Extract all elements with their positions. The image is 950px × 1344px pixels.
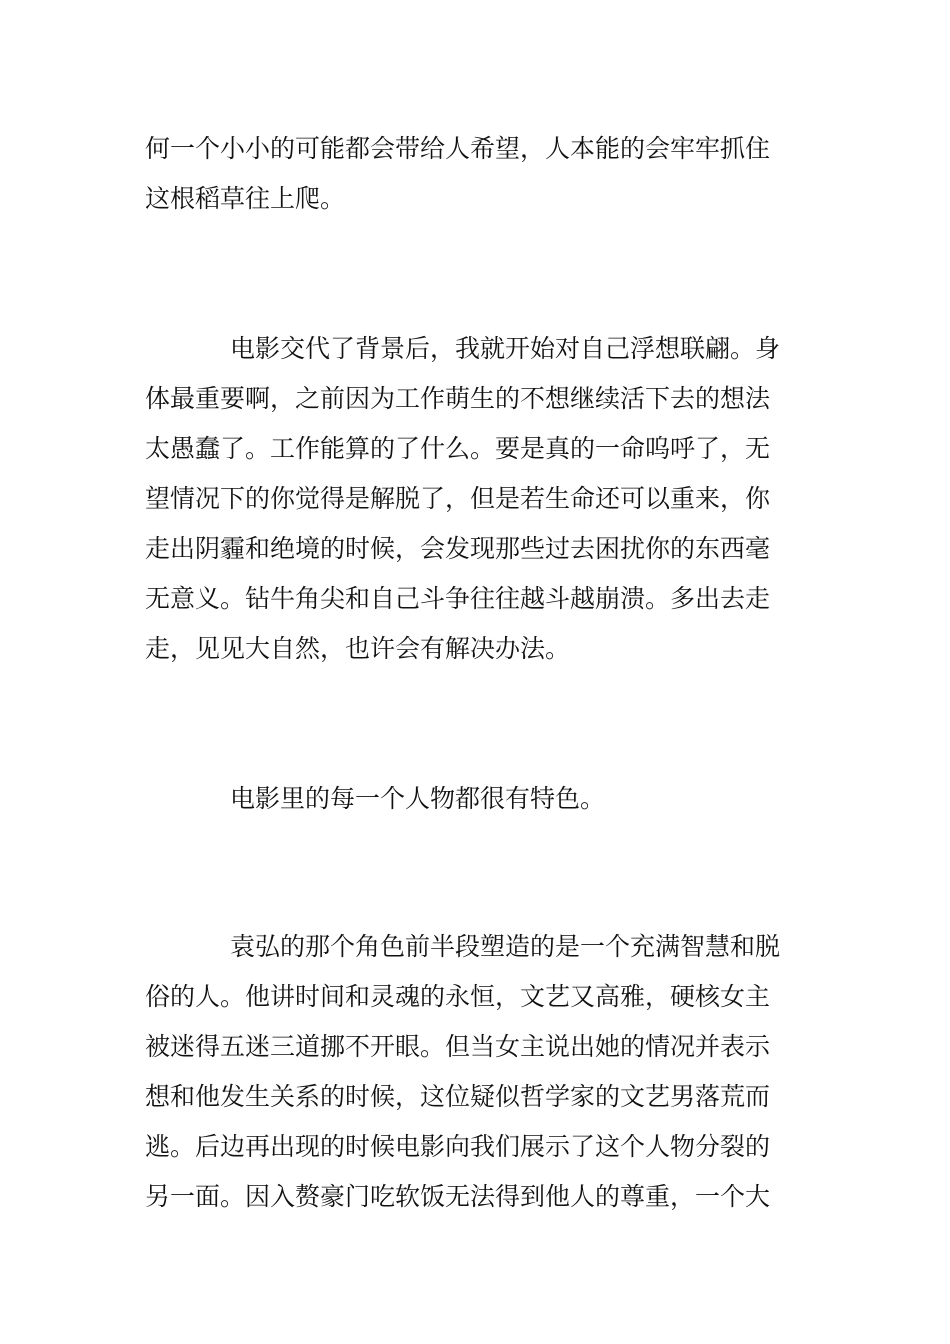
text-line: 太愚蠢了。工作能算的了什么。要是真的一命呜呼了，无 (145, 434, 771, 463)
paragraph-first-line: 电影里的每一个人物都很有特色。 (230, 784, 606, 813)
text-line: 体最重要啊，之前因为工作萌生的不想继续活下去的想法 (145, 384, 771, 413)
text-line: 走，见见大自然，也许会有解决办法。 (145, 634, 571, 663)
text-line: 望情况下的你觉得是解脱了，但是若生命还可以重来，你 (145, 484, 771, 513)
paragraph-first-line: 电影交代了背景后，我就开始对自己浮想联翩。身 (230, 334, 781, 363)
text-line: 被迷得五迷三道挪不开眼。但当女主说出她的情况并表示 (145, 1032, 771, 1061)
text-line: 无意义。钻牛角尖和自己斗争往往越斗越崩溃。多出去走 (145, 584, 771, 613)
text-line: 俗的人。他讲时间和灵魂的永恒，文艺又高雅，硬核女主 (145, 982, 771, 1011)
text-line: 何一个小小的可能都会带给人希望，人本能的会牢牢抓住 (145, 134, 771, 163)
text-line: 这根稻草往上爬。 (145, 184, 346, 213)
text-line: 走出阴霾和绝境的时候，会发现那些过去困扰你的东西毫 (145, 534, 771, 563)
paragraph-first-line: 袁弘的那个角色前半段塑造的是一个充满智慧和脱 (230, 932, 781, 961)
text-line: 另一面。因入赘豪门吃软饭无法得到他人的尊重，一个大 (145, 1182, 771, 1211)
text-line: 想和他发生关系的时候，这位疑似哲学家的文艺男落荒而 (145, 1082, 771, 1111)
text-line: 逃。后边再出现的时候电影向我们展示了这个人物分裂的 (145, 1132, 771, 1161)
